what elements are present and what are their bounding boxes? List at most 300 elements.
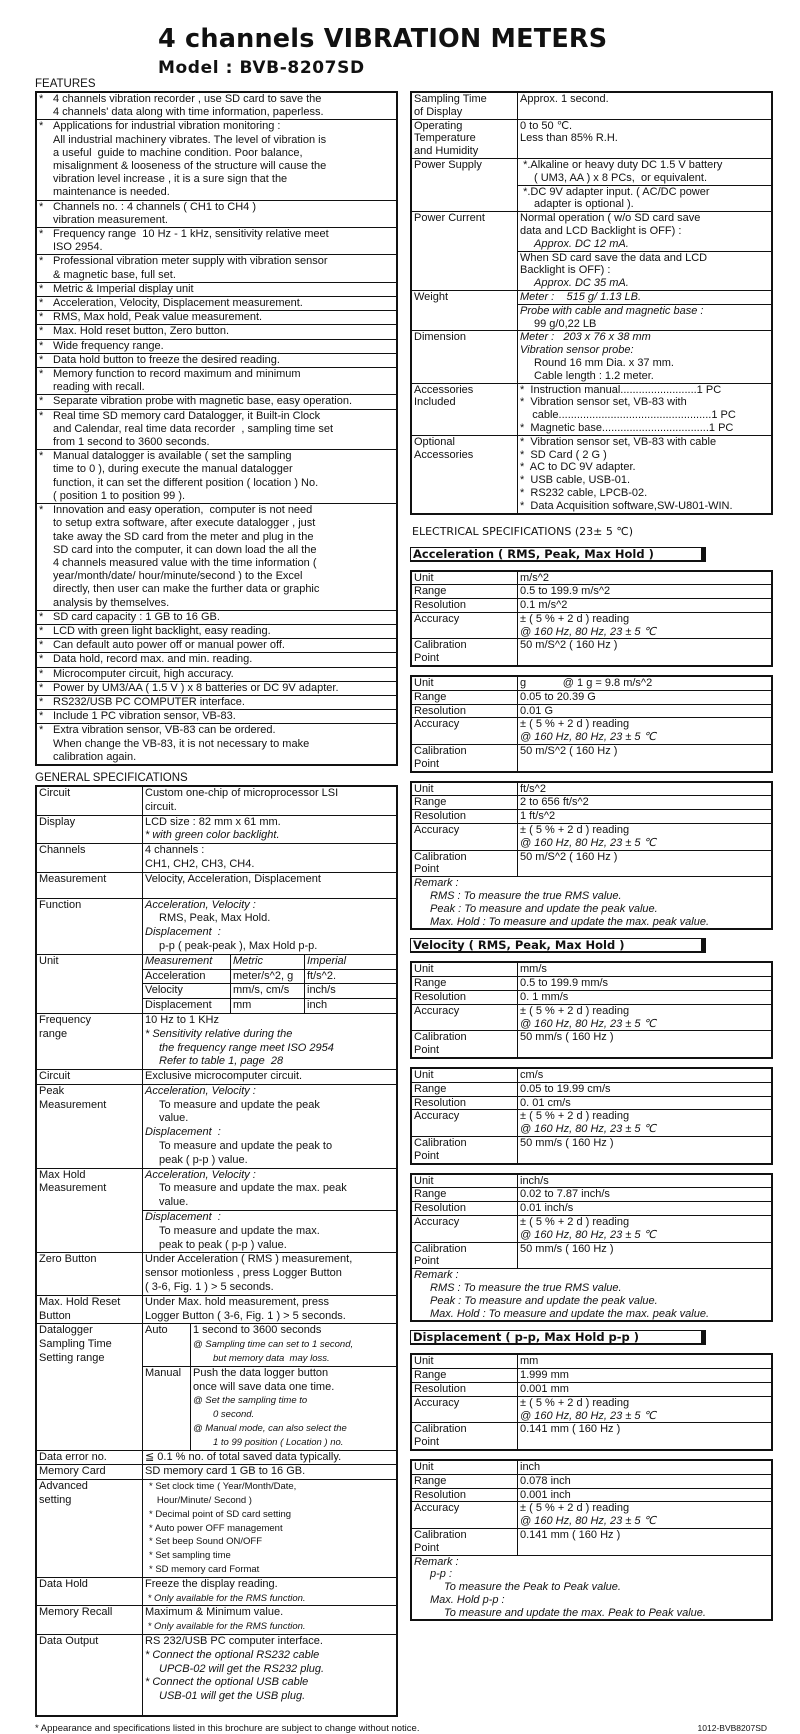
text-line: RMS, Max hold, Peak value measurement. (53, 311, 263, 324)
text-line: 0 to 50 ℃. (520, 119, 573, 132)
text-line: Real time SD memory card Datalogger, it Built-in Clock (53, 409, 321, 422)
text-line: * Set beep Sound ON/OFF (149, 1536, 263, 1548)
page-body (35, 77, 773, 1734)
spec-label (412, 1110, 518, 1136)
spec-label (412, 585, 518, 598)
text-line: Unit (414, 963, 434, 976)
electrical-spec-table (410, 1459, 773, 1622)
text-line: Memory function to record maximum and minimum (53, 368, 301, 381)
datalogger-mode-row (143, 1366, 396, 1450)
text-line: Optional (414, 435, 455, 448)
electrical-specs (410, 547, 773, 1622)
text-line: * Vibration sensor set, VB-83 with (520, 396, 687, 409)
feature-item (37, 227, 396, 254)
remark-line: Remark : (414, 1555, 459, 1568)
spec-label (37, 844, 143, 872)
spec-row (412, 1069, 771, 1082)
text-line: to setup extra software, after execute datalogger , just (53, 517, 316, 530)
text-line: sensor motionless , press Logger Button (145, 1267, 342, 1280)
spec-row (37, 872, 396, 898)
spec-row (37, 1634, 396, 1715)
bullet-star-icon: * (39, 311, 44, 324)
text-line: year/month/date/ hour/minute/second ) to the Excel (53, 570, 303, 583)
text-line: LCD size : 82 mm x 61 mm. (145, 815, 281, 828)
spec-label (412, 718, 518, 744)
spec-label (37, 787, 143, 815)
text-line (520, 106, 771, 117)
text-line: Range (414, 1369, 447, 1382)
text-line: Setting range (39, 1352, 105, 1365)
unit-table-cell: Metric (231, 955, 305, 969)
spec-row (37, 1084, 396, 1168)
spec-row (412, 690, 771, 704)
text-line: Resolution (414, 704, 466, 717)
spec-label (412, 1097, 518, 1110)
remark-line: RMS : To measure the true RMS value. (430, 1281, 622, 1294)
text-line: @ 160 Hz, 80 Hz, 23 ± 5 ℃ (520, 731, 656, 744)
spec-label (37, 873, 143, 898)
text-line (520, 145, 771, 156)
bullet-star-icon: * (39, 228, 44, 241)
unit-table-cell: Measurement (143, 955, 231, 969)
text-line: Under Max. hold measurement, press (145, 1295, 330, 1308)
text-line: @ Sampling time can set to 1 second, (193, 1339, 354, 1351)
spec-row (412, 1461, 771, 1474)
unit-table-cell: Displacement (143, 999, 231, 1013)
spec-value-block (518, 291, 771, 304)
text-line: function, it can set the different position ( location ) No. (53, 476, 319, 489)
unit-table-cell: Velocity (143, 984, 231, 998)
text-line: Data Hold (39, 1577, 88, 1590)
spec-value (518, 991, 771, 1004)
text-line: misalignment & looseness of the structure will cause the (53, 160, 327, 173)
text-line: ± ( 5 % + 2 d ) reading (520, 1215, 630, 1228)
spec-label (412, 1243, 518, 1269)
spec-label (37, 1169, 143, 1253)
text-line: Logger Button ( 3-6, Fig. 1 ) > 5 seconds. (145, 1309, 346, 1322)
text-line: Acceleration, Velocity : (145, 1168, 256, 1181)
text-line: 50 mm/s ( 160 Hz ) (520, 1242, 614, 1255)
text-line: SD card into the computer, it can down load the all the (53, 543, 317, 556)
spec-row (412, 383, 771, 435)
text-line: Unit (414, 1174, 434, 1187)
text-line: @ 160 Hz, 80 Hz, 23 ± 5 ℃ (520, 1123, 656, 1136)
spec-value (518, 1216, 771, 1242)
text-line: Channels (39, 844, 86, 857)
text-line: UPCB-02 will get the RS232 plug. (159, 1662, 325, 1675)
text-line: Meter : 515 g/ 1.13 LB. (520, 290, 642, 303)
text-line: 4 channels : (145, 844, 205, 857)
text-line: Probe with cable and magnetic base : (520, 304, 704, 317)
text-line: When change the VB-83, it is not necessary to make (53, 737, 310, 750)
text-line: 0.05 to 20.39 G (520, 690, 596, 703)
text-line: RS 232/USB PC computer interface. (145, 1634, 323, 1647)
spec-label (412, 1175, 518, 1188)
text-line: Resolution (414, 1382, 466, 1395)
text-line: and Calendar, real time data recorder , sampling time set (53, 422, 334, 435)
text-line: To measure and update the max. peak (159, 1182, 347, 1195)
spec-row (37, 1464, 396, 1479)
text-line: Calibration (414, 639, 467, 652)
footer-disclaimer: * Appearance and specifications listed in this brochure are subject to change without notice. (35, 1722, 420, 1734)
spec-label (412, 212, 518, 290)
remark-block (412, 1555, 771, 1620)
unit-table-cell: Acceleration (143, 970, 231, 984)
text-line: 0.5 to 199.9 m/s^2 (520, 585, 611, 598)
text-line: Point (414, 652, 440, 665)
spec-row (412, 744, 771, 771)
text-line: Resolution (414, 1488, 466, 1501)
unit-table-cell: mm/s, cm/s (231, 984, 305, 998)
text-line: Accuracy (414, 1004, 460, 1017)
section-title-bar: Acceleration ( RMS, Peak, Max Hold ) (410, 547, 706, 562)
feature-item (37, 638, 396, 652)
text-line: * Set clock time ( Year/Month/Date, (149, 1481, 297, 1493)
text-line: Normal operation ( w/o SD card save (520, 212, 701, 225)
spec-label (37, 955, 143, 1013)
spec-label (37, 1324, 143, 1449)
feature-item (37, 723, 396, 764)
spec-label (412, 796, 518, 809)
text-line: adapter is optional ). (534, 198, 634, 211)
text-line: Calibration (414, 1528, 467, 1541)
text-line: Manual datalogger is available ( set the sampling (53, 450, 292, 463)
spec-value (518, 384, 771, 435)
text-line: 50 m/S^2 ( 160 Hz ) (520, 639, 618, 652)
text-line: Approx. DC 12 mA. (534, 237, 629, 250)
text-line: 50 m/S^2 ( 160 Hz ) (520, 745, 618, 758)
text-line: Hour/Minute/ Second ) (149, 1495, 252, 1506)
text-line: Less than 85% R.H. (520, 132, 618, 145)
datalogger-mode-row (143, 1324, 396, 1365)
text-line (145, 887, 396, 898)
text-line (145, 1704, 396, 1715)
spec-row (412, 1488, 771, 1502)
text-line: Unit (414, 1460, 434, 1473)
text-line: Zero Button (39, 1253, 97, 1266)
spec-label (412, 1475, 518, 1488)
spec-row (37, 898, 396, 954)
remark-line: Max. Hold p-p : (430, 1593, 505, 1606)
unit-table-row (143, 998, 396, 1013)
unit-table-header (143, 955, 396, 969)
text-line: Circuit (39, 786, 71, 799)
columns (35, 77, 773, 1717)
text-line: but memory data may loss. (213, 1353, 330, 1365)
text-line: 0.01 G (520, 704, 554, 717)
spec-row (37, 1450, 396, 1465)
text-line: Meter : 203 x 76 x 38 mm (520, 331, 651, 344)
spec-value (518, 1083, 771, 1096)
spec-row (412, 717, 771, 744)
bullet-star-icon: * (39, 624, 44, 637)
unit-table-cell: meter/s^2, g (231, 970, 305, 984)
text-line: maintenance is needed. (53, 186, 170, 199)
spec-row (37, 954, 396, 1013)
text-line: * Magnetic base...................................1 PC (520, 421, 734, 434)
text-line: Velocity, Acceleration, Displacement (145, 872, 321, 885)
spec-label (412, 291, 518, 330)
text-line: time to 0 ), during execute the manual datalogger (53, 463, 293, 476)
feature-item (37, 353, 396, 367)
text-line: 0.5 to 199.9 mm/s (520, 977, 609, 990)
text-line: To measure and update the peak (159, 1098, 320, 1111)
spec-row (412, 823, 771, 850)
spec-row (37, 1577, 396, 1606)
bullet-star-icon: * (39, 297, 44, 310)
text-line: peak ( p-p ) value. (159, 1153, 248, 1166)
text-line: 10 Hz to 1 KHz (145, 1013, 219, 1026)
text-line: Max. Hold Reset (39, 1295, 121, 1308)
text-line: @ 160 Hz, 80 Hz, 23 ± 5 ℃ (520, 1017, 656, 1030)
spec-label (412, 1397, 518, 1423)
text-line: Data hold, record max. and min. reading. (53, 653, 253, 666)
text-line: Weight (414, 290, 449, 303)
spec-value-block (518, 212, 771, 250)
spec-label (412, 159, 518, 211)
electrical-spec-table (410, 1173, 773, 1323)
text-line: Accuracy (414, 1215, 460, 1228)
text-line: @ Manual mode, can also select the (193, 1423, 347, 1435)
text-line: Range (414, 796, 447, 809)
feature-item (37, 652, 396, 666)
spec-row (412, 1082, 771, 1096)
text-line: g @ 1 g = 9.8 m/s^2 (520, 677, 653, 690)
bullet-star-icon: * (39, 450, 44, 463)
unit-table-cell: ft/s^2. (307, 969, 337, 982)
text-line: Sampling Time (39, 1338, 112, 1351)
spec-row (412, 1187, 771, 1201)
remark-line: Max. Hold : To measure and update the max. peak value. (430, 915, 710, 928)
spec-value (518, 1031, 771, 1057)
spec-value (518, 677, 771, 690)
spec-row (412, 1501, 771, 1528)
bullet-star-icon: * (39, 395, 44, 408)
spec-value (518, 1461, 771, 1474)
spec-row (412, 612, 771, 639)
text-line: ( position 1 to position 99 ). (53, 489, 186, 502)
text-line: Temperature (414, 132, 476, 145)
bullet-star-icon: * (39, 200, 44, 213)
text-line: Acceleration, Velocity, Displacement measurement. (53, 297, 303, 310)
spec-label (37, 1253, 143, 1294)
text-line: Accessories (414, 448, 474, 461)
text-line: Displacement : (145, 926, 221, 939)
spec-label (37, 1085, 143, 1168)
spec-row (412, 1175, 771, 1188)
spec-row (412, 584, 771, 598)
text-line: peak to peak ( p-p ) value. (159, 1238, 287, 1251)
text-line: setting (39, 1494, 72, 1506)
spec-label (37, 816, 143, 844)
spec-value-block (518, 251, 771, 290)
text-line: take away the SD card from the meter and plug in the (53, 530, 314, 543)
text-line: Displacement : (145, 1211, 221, 1224)
feature-item (37, 119, 396, 199)
spec-value (518, 331, 771, 382)
text-line: Datalogger (39, 1324, 93, 1337)
model-number: Model : BVB-8207SD (158, 58, 365, 78)
spec-value (518, 745, 771, 771)
text-line: Memory Card (39, 1465, 106, 1478)
remark-line: RMS : To measure the true RMS value. (430, 890, 622, 903)
spec-row (37, 1295, 396, 1324)
section-title-bar: Displacement ( p-p, Max Hold p-p ) (410, 1330, 706, 1345)
text-line: 99 g/0,22 LB (534, 317, 597, 330)
text-line: Point (414, 863, 440, 876)
bullet-star-icon: * (39, 667, 44, 680)
spec-row (37, 815, 396, 844)
spec-label (412, 120, 518, 158)
datalogger-mode-value (191, 1324, 396, 1365)
text-line: Point (414, 1541, 440, 1554)
document-code: 1012-BVB8207SD (697, 1722, 767, 1733)
spec-row (412, 211, 771, 290)
spec-value (518, 1005, 771, 1031)
text-line: Separate vibration probe with magnetic base, easy operation. (53, 395, 353, 408)
text-line: ± ( 5 % + 2 d ) reading (520, 1004, 630, 1017)
spec-label (412, 1083, 518, 1096)
feature-item (37, 610, 396, 624)
text-line: ± ( 5 % + 2 d ) reading (520, 1502, 630, 1515)
text-line: Accessories (414, 383, 474, 396)
spec-row (412, 119, 771, 158)
text-line: 0.001 mm (520, 1382, 569, 1395)
text-line: Measurement (39, 1098, 107, 1111)
spec-row (412, 638, 771, 665)
spec-value (518, 1489, 771, 1502)
text-line: Display (39, 815, 76, 828)
text-line: *.Alkaline or heavy duty DC 1.5 V battery (520, 158, 723, 171)
spec-value (143, 873, 396, 898)
text-line: ± ( 5 % + 2 d ) reading (520, 1396, 630, 1409)
bullet-star-icon: * (39, 353, 44, 366)
spec-value-block (518, 185, 771, 212)
spec-label (412, 977, 518, 990)
spec-value (518, 585, 771, 598)
text-line: Unit (414, 1355, 434, 1368)
text-line: Measurement (39, 1182, 107, 1195)
text-line: * RS232 cable, LPCB-02. (520, 486, 648, 499)
text-line: vibration level increase , it is a sure sign that the (53, 173, 288, 186)
spec-label (412, 1137, 518, 1163)
spec-value (518, 810, 771, 823)
text-line: Point (414, 1436, 440, 1449)
spec-label (37, 1014, 143, 1069)
spec-row (412, 290, 771, 330)
spec-value (518, 599, 771, 612)
spec-value (518, 691, 771, 704)
text-line: Range (414, 977, 447, 990)
spec-row (412, 1030, 771, 1057)
spec-value (143, 1085, 396, 1168)
spec-row (37, 1323, 396, 1449)
spec-label (412, 1005, 518, 1031)
text-line: Power Supply (414, 158, 482, 171)
spec-value (518, 1475, 771, 1488)
spec-value (518, 212, 771, 290)
bullet-star-icon: * (39, 368, 44, 381)
text-line: value. (159, 1112, 189, 1125)
right-column (410, 77, 773, 1629)
feature-item (37, 624, 396, 638)
text-line: CH1, CH2, CH3, CH4. (145, 857, 255, 870)
spec-value (518, 1383, 771, 1396)
spec-label (37, 1465, 143, 1479)
spec-row (37, 1252, 396, 1294)
text-line: Measurement (39, 872, 107, 885)
electrical-spec-table (410, 675, 773, 773)
text-line: Sampling Time (414, 93, 487, 105)
feature-item (37, 695, 396, 709)
text-line: Unit (414, 677, 434, 690)
text-line: the frequency range meet ISO 2954 (159, 1041, 334, 1054)
spec-row (412, 809, 771, 823)
electrical-spec-table (410, 570, 773, 668)
spec-label (412, 1529, 518, 1555)
text-line: Calibration (414, 850, 467, 863)
text-line: 0. 01 cm/s (520, 1096, 571, 1109)
text-line: Range (414, 585, 447, 598)
text-line: Circuit (39, 1070, 71, 1083)
text-line: 50 mm/s ( 160 Hz ) (520, 1136, 614, 1149)
text-line: 2 to 656 ft/s^2 (520, 796, 589, 809)
bullet-star-icon: * (39, 710, 44, 723)
spec-row (412, 704, 771, 718)
electrical-specs-heading: ELECTRICAL SPECIFICATIONS (23± 5 ℃) (412, 524, 634, 538)
spec-row (412, 1215, 771, 1242)
spec-value (518, 1369, 771, 1382)
feature-item (37, 681, 396, 695)
spec-value (143, 1014, 396, 1069)
spec-label (412, 1355, 518, 1368)
text-line: 4 channels measured value with the time information ( (53, 556, 317, 569)
text-line: Push the data logger button (193, 1366, 329, 1379)
text-line: Button (39, 1309, 71, 1322)
text-line: 0.01 inch/s (520, 1202, 574, 1215)
text-line: 1 second to 3600 seconds (193, 1324, 322, 1337)
text-line: LCD with green light backlight, easy reading. (53, 624, 271, 637)
text-line: Round 16 mm Dia. x 37 mm. (534, 356, 674, 369)
spec-row (412, 990, 771, 1004)
spec-label (37, 1070, 143, 1084)
text-line: Resolution (414, 991, 466, 1004)
text-line: Range (414, 1082, 447, 1095)
bullet-star-icon: * (39, 653, 44, 666)
text-line: ( UM3, AA ) x 8 PCs, or equivalent. (534, 171, 708, 184)
footer (35, 1723, 773, 1734)
spec-row (412, 435, 771, 513)
spec-value (143, 844, 396, 872)
spec-label (37, 899, 143, 954)
remark-line: Max. Hold : To measure and update the max. peak value. (430, 1307, 710, 1320)
text-line: * Connect the optional RS232 cable (145, 1648, 320, 1661)
text-line: 0. 1 mm/s (520, 991, 569, 1004)
spec-row (412, 795, 771, 809)
spec-value (143, 1296, 396, 1324)
text-line: Metric & Imperial display unit (53, 282, 194, 295)
unit-table-cell: Imperial (307, 954, 347, 967)
spec-value (518, 1202, 771, 1215)
text-line: Resolution (414, 1096, 466, 1109)
spec-value (143, 1635, 396, 1715)
spec-label (412, 331, 518, 382)
spec-row (412, 783, 771, 796)
text-line: SD memory card 1 GB to 16 GB. (145, 1465, 306, 1478)
spec-row (37, 843, 396, 872)
text-line: of Display (414, 105, 463, 118)
text-line: Power by UM3/AA ( 1.5 V ) x 8 batteries or DC 9V adapter. (53, 681, 339, 694)
